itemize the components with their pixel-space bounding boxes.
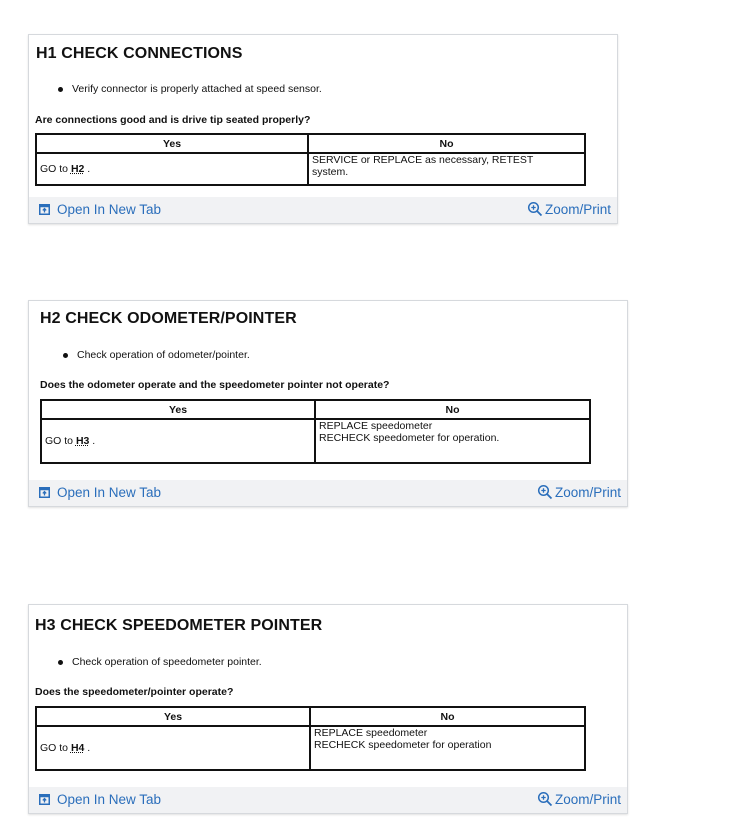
- open-new-tab-icon: [39, 794, 50, 805]
- no-cell: [315, 419, 590, 463]
- zoom-in-icon: [537, 484, 553, 500]
- no-line: REPLACE speedometer: [319, 420, 433, 432]
- column-header-no: No: [308, 134, 585, 153]
- result-table: [35, 706, 586, 771]
- card-title: H2 CHECK ODOMETER/POINTER: [40, 310, 297, 327]
- instruction-text: Check operation of speedometer pointer.: [72, 656, 262, 668]
- zoom-print-label: Zoom/Print: [554, 484, 621, 500]
- table-row: [41, 419, 590, 463]
- open-in-new-tab-label: Open In New Tab: [57, 202, 162, 217]
- yes-suffix: .: [84, 163, 91, 175]
- bullet-dot: [58, 87, 63, 92]
- no-line: SERVICE or REPLACE as necessary, RETEST: [312, 154, 534, 166]
- column-header-yes: Yes: [41, 400, 315, 419]
- yes-prefix: GO to: [40, 742, 71, 754]
- yes-cell: [41, 419, 315, 463]
- no-line: REPLACE speedometer: [314, 727, 428, 739]
- column-header-no: No: [315, 400, 590, 419]
- yes-cell: [36, 726, 310, 770]
- zoom-in-icon: [527, 201, 543, 217]
- table-header-row: [36, 134, 585, 153]
- instruction-bullet: [58, 656, 262, 668]
- card-toolbar: [29, 197, 617, 223]
- goto-h2-link[interactable]: H2: [70, 163, 85, 175]
- zoom-in-icon: [537, 791, 553, 807]
- test-question: Does the speedometer/pointer operate?: [35, 686, 234, 698]
- no-line: system.: [312, 166, 349, 178]
- column-header-no: No: [310, 707, 585, 726]
- test-question: Are connections good and is drive tip seated properly?: [35, 114, 311, 126]
- instruction-bullet: [63, 349, 250, 361]
- yes-suffix: .: [84, 742, 91, 754]
- instruction-text: Check operation of odometer/pointer.: [77, 349, 250, 361]
- open-in-new-tab-link[interactable]: [39, 485, 161, 500]
- column-header-yes: Yes: [36, 707, 310, 726]
- instruction-text: Verify connector is properly attached at speed sensor.: [72, 83, 322, 95]
- table-row: [36, 726, 585, 770]
- zoom-print-link[interactable]: [527, 201, 611, 217]
- card-toolbar: [29, 480, 627, 506]
- open-in-new-tab-label: Open In New Tab: [57, 792, 162, 807]
- card-title: H1 CHECK CONNECTIONS: [36, 45, 243, 62]
- card-toolbar: [29, 787, 627, 813]
- table-header-row: [36, 707, 585, 726]
- no-line: RECHECK speedometer for operation: [314, 739, 492, 751]
- result-table: [35, 133, 586, 186]
- diagnostic-card-h1: [28, 34, 618, 224]
- column-header-yes: Yes: [36, 134, 308, 153]
- zoom-print-link[interactable]: [537, 791, 621, 807]
- open-in-new-tab-link[interactable]: [39, 202, 161, 217]
- no-cell: [308, 153, 585, 185]
- yes-suffix: .: [89, 435, 96, 447]
- open-new-tab-icon: [39, 487, 50, 498]
- yes-cell: [36, 153, 308, 185]
- card-title: H3 CHECK SPEEDOMETER POINTER: [35, 617, 323, 634]
- diagnostic-card-h3: [28, 604, 628, 814]
- open-new-tab-icon: [39, 204, 50, 215]
- instruction-bullet: [58, 83, 322, 95]
- zoom-print-link[interactable]: [537, 484, 621, 500]
- zoom-print-label: Zoom/Print: [554, 791, 621, 807]
- table-row: [36, 153, 585, 185]
- open-in-new-tab-label: Open In New Tab: [57, 485, 162, 500]
- yes-prefix: GO to: [40, 163, 71, 175]
- test-question: Does the odometer operate and the speedometer pointer not operate?: [40, 379, 390, 391]
- diagnostic-card-h2: [28, 300, 628, 507]
- no-line: RECHECK speedometer for operation.: [319, 432, 500, 444]
- open-in-new-tab-link[interactable]: [39, 792, 161, 807]
- goto-h4-link[interactable]: H4: [70, 742, 85, 754]
- goto-h3-link[interactable]: H3: [75, 435, 90, 447]
- result-table: [40, 399, 591, 464]
- bullet-dot: [63, 353, 68, 358]
- bullet-dot: [58, 660, 63, 665]
- yes-prefix: GO to: [45, 435, 76, 447]
- zoom-print-label: Zoom/Print: [544, 201, 611, 217]
- table-header-row: [41, 400, 590, 419]
- no-cell: [310, 726, 585, 770]
